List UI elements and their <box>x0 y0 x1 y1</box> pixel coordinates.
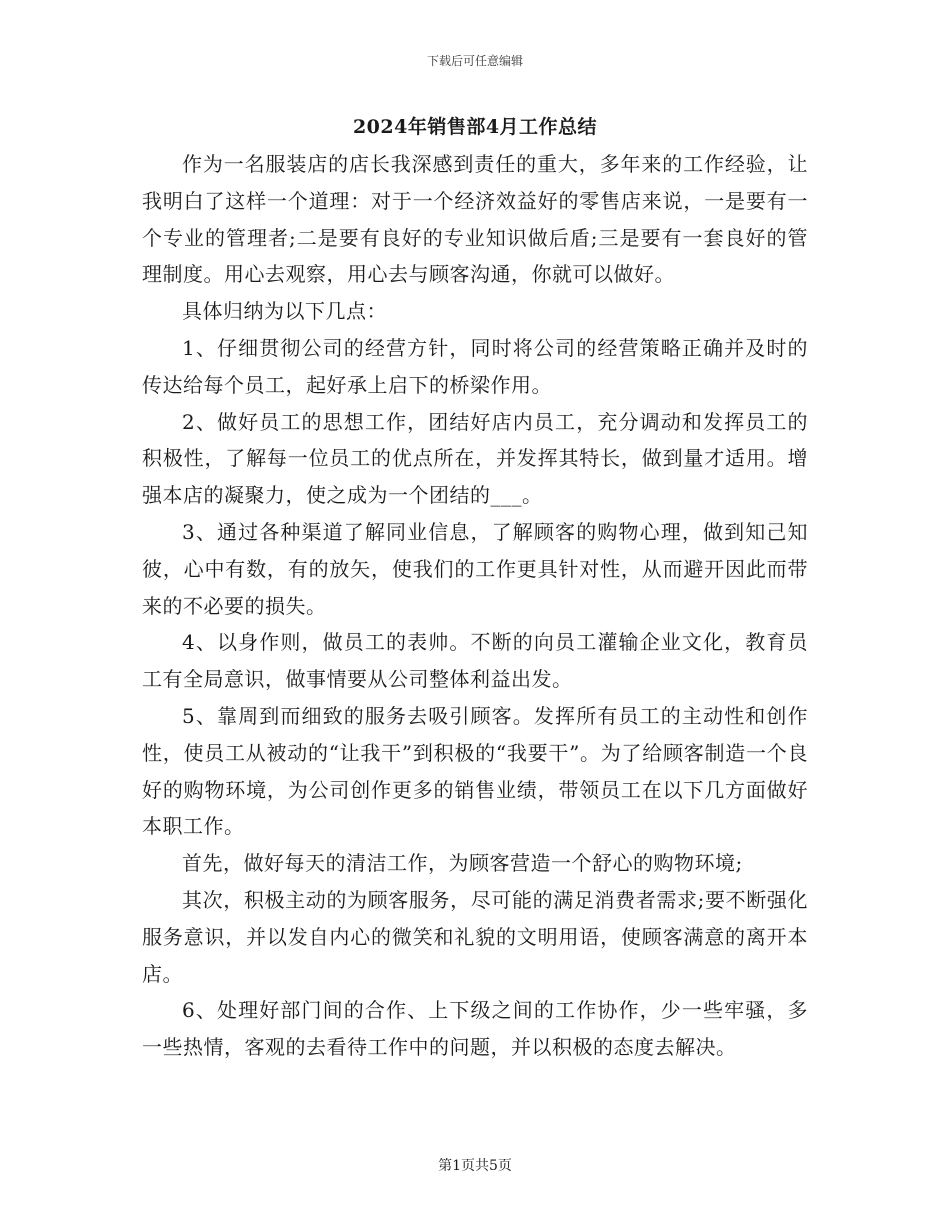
paragraph-point-1: 1、仔细贯彻公司的经营方针，同时将公司的经营策略正确并及时的传达给每个员工，起好承上启下的桥梁作用。 <box>142 335 808 397</box>
paragraph-point-5: 5、靠周到而细致的服务去吸引顾客。发挥所有员工的主动性和创作性，使员工从被动的“让我干”到积极的“我要干”。为了给顾客制造一个良好的购物环境，为公司创作更多的销售业绩，带领员工在以下几方面做好本职工作。 <box>142 703 808 839</box>
document-title: 2024年销售部4月工作总结 <box>352 116 598 138</box>
document-body <box>142 146 808 1066</box>
paragraph-point-3: 3、通过各种渠道了解同业信息，了解顾客的购物心理，做到知己知彼，心中有数，有的放矢，使我们的工作更具针对性，从而避开因此而带来的不必要的损失。 <box>142 519 808 618</box>
paragraph-first: 首先，做好每天的清洁工作，为顾客营造一个舒心的购物环境; <box>182 851 743 876</box>
page-header-note: 下载后可任意编辑 <box>426 54 523 68</box>
paragraph-point-4: 4、以身作则，做员工的表帅。不断的向员工灌输企业文化，教育员工有全局意识，做事情要从公司整体利益出发。 <box>142 630 808 692</box>
paragraph-summary-lead: 具体归纳为以下几点： <box>182 299 387 324</box>
paragraph-point-2: 2、做好员工的思想工作，团结好店内员工，充分调动和发挥员工的积极性，了解每一位员工的优点所在，并发挥其特长，做到量才适用。增强本店的凝聚力，使之成为一个团结的___。 <box>142 409 808 508</box>
page-number: 第1页共5页 <box>438 1158 512 1174</box>
paragraph-point-6: 6、处理好部门间的合作、上下级之间的工作协作，少一些牢骚，多一些热情，客观的去看待工作中的问题，并以积极的态度去解决。 <box>142 998 808 1060</box>
paragraph-intro: 作为一名服装店的店长我深感到责任的重大，多年来的工作经验，让我明白了这样一个道理：对于一个经济效益好的零售店来说，一是要有一个专业的管理者;二是要有良好的专业知识做后盾;三是要有一套良好的管理制度。用心去观察，用心去与顾客沟通，你就可以做好。 <box>142 152 808 287</box>
paragraph-second: 其次，积极主动的为顾客服务，尽可能的满足消费者需求;要不断强化服务意识，并以发自内心的微笑和礼貌的文明用语，使顾客满意的离开本店。 <box>142 887 808 986</box>
